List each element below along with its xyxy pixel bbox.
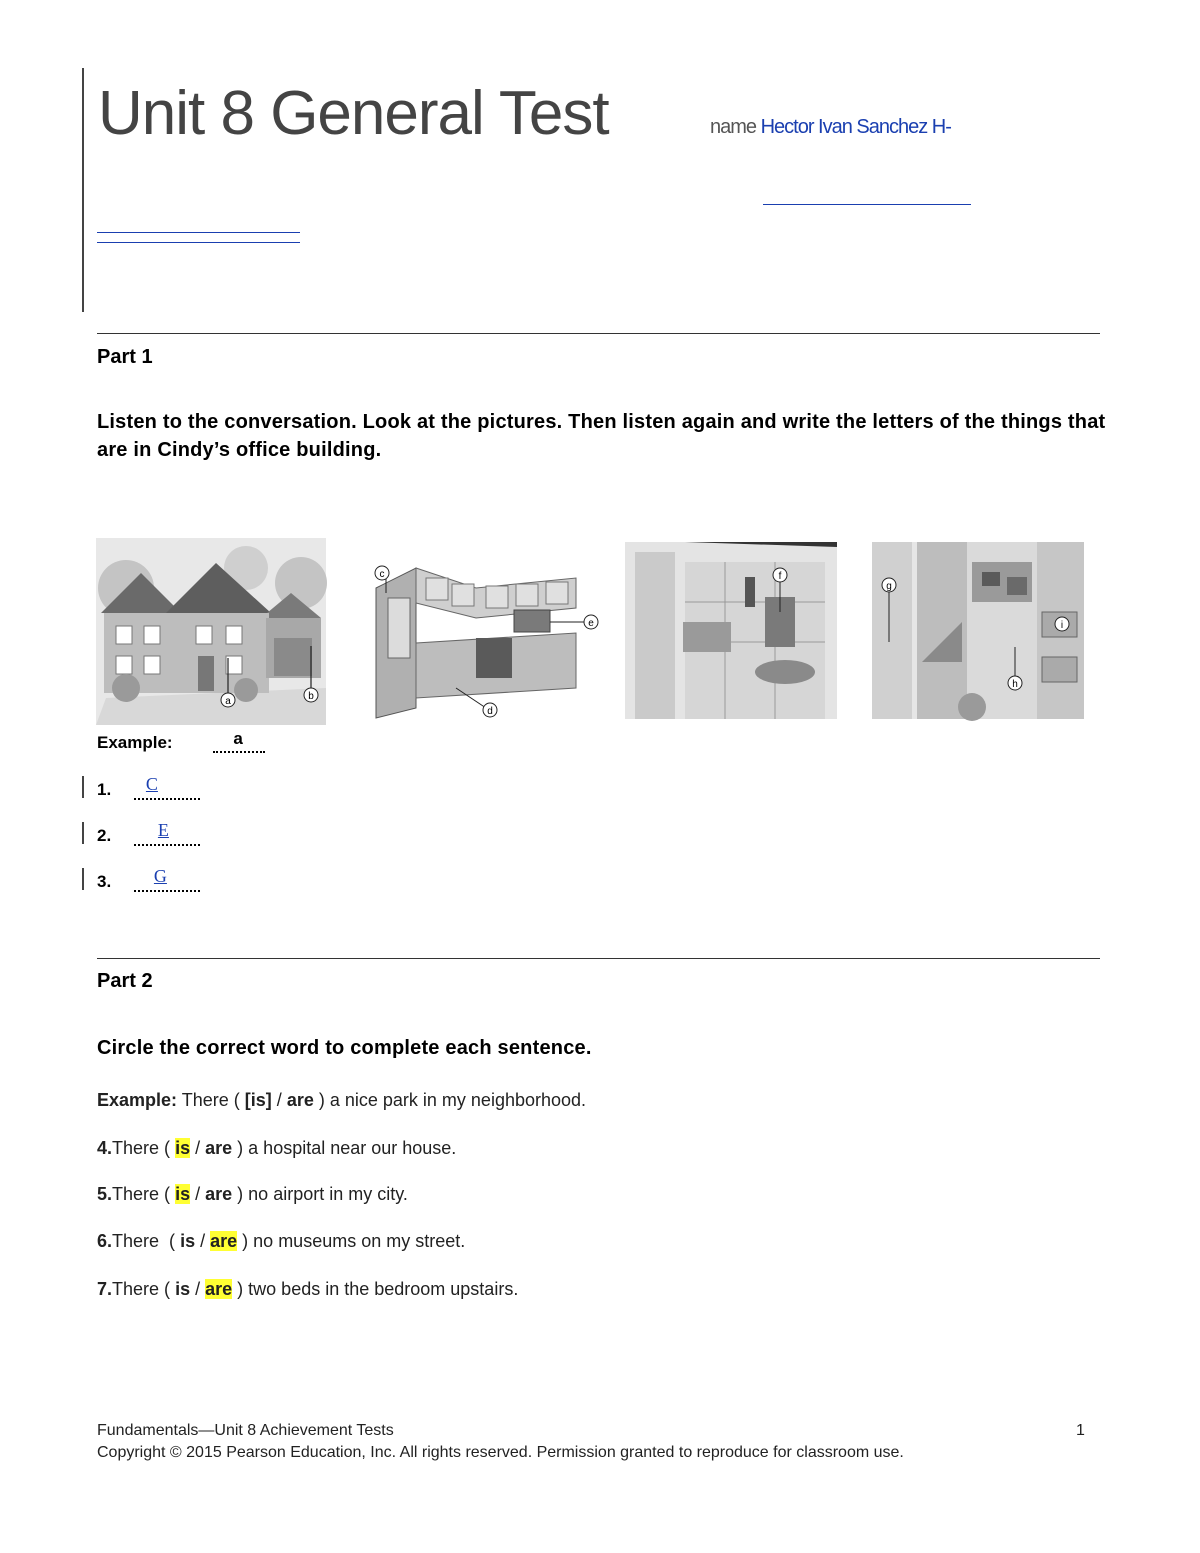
option-separator: / [195, 1138, 201, 1158]
sentence-pre: There ( [112, 1138, 171, 1158]
house-label-a: a [225, 696, 231, 707]
page-title: Unit 8 General Test [98, 79, 609, 148]
apartment-label-i: i [1060, 620, 1064, 631]
sentence-post: ) no airport in my city. [237, 1184, 408, 1204]
option-are[interactable]: are [205, 1279, 233, 1299]
part1-item-1 [97, 774, 200, 800]
answer-value-1: C [145, 774, 158, 794]
sentence-pre: There ( [112, 1279, 171, 1299]
item-number: 1. [97, 780, 112, 799]
option-is: [is] [244, 1090, 272, 1110]
part1-title: Part 1 [97, 346, 153, 368]
lobby-picture [625, 542, 837, 719]
revision-bar-item-1 [82, 776, 84, 798]
lobby-label-f: f [778, 571, 782, 582]
example-label: Example: [97, 733, 173, 752]
apartment-label-g: g [886, 581, 892, 592]
name-field[interactable] [710, 116, 951, 139]
answer-blank-2[interactable] [134, 820, 200, 846]
kitchen-label-c: c [379, 569, 385, 580]
revision-bar-item-2 [82, 822, 84, 844]
kitchen-label-d: d [487, 706, 493, 717]
page-number: 1 [1076, 1422, 1085, 1439]
option-separator: / [195, 1184, 201, 1204]
kitchen-picture [356, 548, 594, 728]
part2-instructions: Circle the correct word to complete each sentence. [97, 1037, 592, 1059]
sentence-number: 7. [97, 1279, 113, 1299]
sentence-pre: There ( [112, 1184, 171, 1204]
apartment-label-h: h [1012, 679, 1018, 690]
option-are[interactable]: are [205, 1138, 233, 1158]
sentence-post: ) no museums on my street. [242, 1231, 466, 1251]
item-number: 2. [97, 826, 112, 845]
sentence-number: 6. [97, 1231, 113, 1251]
item-number: 3. [97, 872, 112, 891]
option-is[interactable]: is [175, 1184, 191, 1204]
option-separator: / [200, 1231, 206, 1251]
sentence-pre: There ( [181, 1090, 240, 1110]
sentence-number: 5. [97, 1184, 113, 1204]
example-label: Example: [97, 1090, 178, 1110]
option-separator: / [276, 1090, 282, 1110]
option-is[interactable]: is [175, 1279, 191, 1299]
part2-title: Part 2 [97, 970, 153, 992]
part1-item-3 [97, 866, 200, 892]
sentence-post: ) two beds in the bedroom upstairs. [237, 1279, 519, 1299]
sentence-7 [97, 1279, 518, 1300]
sentence-4 [97, 1138, 456, 1159]
sentence-post: ) a hospital near our house. [237, 1138, 457, 1158]
option-are[interactable]: are [210, 1231, 238, 1251]
part1-example [97, 731, 265, 753]
revision-bar-header [82, 68, 84, 312]
name-underline-1 [763, 204, 971, 205]
answer-value-3: G [153, 866, 167, 886]
name-label: name [710, 116, 757, 138]
option-are[interactable]: are [205, 1184, 233, 1204]
example-answer: a [233, 729, 243, 748]
sentence-5 [97, 1184, 408, 1205]
name-underline-2 [97, 232, 300, 233]
option-are: are [286, 1090, 314, 1110]
part1-item-2 [97, 820, 200, 846]
option-separator: / [195, 1279, 201, 1299]
name-value: Hector Ivan Sanchez H- [760, 116, 951, 138]
option-is[interactable]: is [175, 1138, 191, 1158]
part2-divider [97, 958, 1100, 959]
footer-title: Fundamentals—Unit 8 Achievement Tests [97, 1422, 394, 1439]
answer-blank-3[interactable] [134, 866, 200, 892]
apartment-picture [872, 542, 1084, 719]
house-picture [96, 538, 326, 725]
part2-example [97, 1090, 586, 1111]
sentence-number: 4. [97, 1138, 113, 1158]
answer-value-2: E [157, 820, 169, 840]
example-answer-blank [213, 731, 265, 753]
revision-bar-item-3 [82, 868, 84, 890]
answer-blank-1[interactable] [134, 774, 200, 800]
kitchen-label-e: e [588, 618, 594, 629]
sentence-6 [97, 1231, 465, 1252]
footer-copyright: Copyright © 2015 Pearson Education, Inc. All rights reserved. Permission granted to reproduce for classroom use. [97, 1444, 904, 1461]
sentence-post: ) a nice park in my neighborhood. [318, 1090, 587, 1110]
name-underline-3 [97, 242, 300, 243]
part1-divider [97, 333, 1100, 334]
house-label-b: b [308, 691, 314, 702]
part1-instructions: Listen to the conversation. Look at the pictures. Then listen again and write the letters of the things that are in Cindy’s office building. [97, 411, 1106, 461]
sentence-pre: There ( [112, 1231, 176, 1251]
option-is[interactable]: is [180, 1231, 196, 1251]
